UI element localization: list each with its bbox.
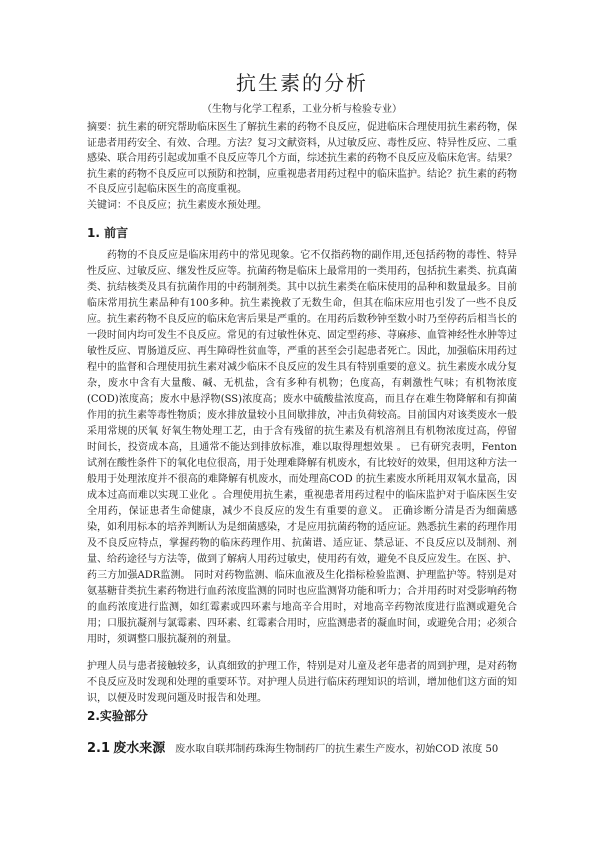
subsection-text: 废水取自联邦制药珠海生物制药厂的抗生素生产废水，初始COD 浓度 50	[175, 744, 499, 755]
paper-title: 抗生素的分析	[236, 71, 368, 95]
author-affiliation: （生物与化学工程系，工业分析与检验专业）	[202, 104, 402, 115]
abstract: 摘要：抗生素的研究帮助临床医生了解抗生素的药物不良反应，促进临床合理使用抗生素药物，保证患者用药安全、有效、合理。方法？复习文献资料，从过敏反应、毒性反应、特异性反应、二重感染、联合用药引起或加重不良反应等几个方面，综述抗生素的药物不良反应及临床危害。结果？抗生素的药物不良反应可以预防和控制，应重视患者用药过程中的临床监护。结论？抗生素的药物不良反应引起临床医生的高度重视。	[87, 122, 517, 196]
introduction-paragraph: 药物的不良反应是临床用药中的常见现象。它不仅指药物的副作用,还包括药物的毒性、特异性反应、过敏反应、继发性反应等。抗菌药物是临床上最常用的一类用药，包括抗生素类、抗真菌类、抗结核类及具有抗菌作用的中药制剂类。其中以抗生素类在临床使用的品种和数量最多。目前临床常用抗生素品种有100多种。抗生素挽救了无数生命，但其在临床应用也引发了一些不良反应。抗生素药物不良反应的临床危害后果是严重的。在用药后数秒钟至数小时乃至停药后相当长的一段时间内均可发生不良反应。常见的有过敏性休克、固定型药疹、荨麻疹、血管神经性水肿等过敏性反应、胃肠道反应、再生障碍性贫血等，严重的甚至会引起患者死亡。因此，加强临床用药过程中的监督和合理使用抗生素对减少临床不良反应的发生具有特别重要的意义。抗生素废水成分复杂，废水中含有大量酸、碱、无机盐，含有多种有机物；色度高，有刺激性气味；有机物浓度(COD)浓度高；废水中悬浮物(SS)浓度高；废水中硫酸盐浓度高，而且存在难生物降解和有抑菌作用的抗生素等毒性物质；废水排放量较小且间歇排放，冲击负荷较高。目前国内对该类废水一般采用常规的厌氧 好氧生物处理工艺，由于含有残留的抗生素及有机溶剂且有机物浓度过高，停留时间长，投资成本高，且通常不能达到排放标准，难以取得理想效果 。 已有研究表明，Fenton试剂在酸性条件下的氧化电位很高，用于处理难降解有机废水，有比较好的效果，但用这种方法一般用于处理浓度并不很高的难降解有机废水，而处理高COD 的抗生素废水所耗用双氧水量高，因成本过高而难以实现工业化 。合理使用抗生素，重视患者用药过程中的临床监护对于临床医生安全用药，保证患者生命健康，减少不良反应的发生有重要的意义。 正确诊断分清是否为细菌感染，如利用标本的培养判断认为是细菌感染，才是应用抗菌药物的适应证。熟悉抗生素的药理作用及不良反应特点，掌握药物的临床药理作用、抗菌谱、适应证、禁忌证、不良反应以及制剂、剂量、给药途径与方法等，做到了解病人用药过敏史，使用药有效，避免不良反应发生。在医、护、药三方加强ADR监测。 同时对药物监测、临床血液及生化指标检验监测、护理监护等。特别是对氨基糖苷类抗生素药物进行血药浓度监测的同时也应监测肾功能和听力；合并用药时对受影响药物的血药浓度进行监测，如红霉素或四环素与地高辛合用时，对地高辛药物浓度进行监测或避免合用；口服抗凝剂与氯霉素、四环素、红霉素合用时，应监测患者的凝血时间，或避免合用；必须合用时，须调整口服抗凝剂的剂量。	[87, 250, 517, 645]
keywords: 关键词：不良反应；抗生素废水预处理。	[87, 200, 267, 211]
section-heading-introduction: 1. 前言	[87, 226, 129, 240]
subsection-wastewater-source	[87, 740, 527, 759]
subsection-number: 2.1	[87, 741, 111, 756]
subsection-title: 废水来源	[113, 741, 166, 756]
nursing-paragraph: 护理人员与患者接触较多，认真细致的护理工作，特别是对儿童及老年患者的周到护理，是对药物不良反应及时发现和处理的重要环节。对护理人员进行临床药理知识的培训，增加他们这方面的知识，以便及时发现问题及时报告和处理。	[87, 661, 517, 704]
section-heading-experiment: 2.实验部分	[87, 709, 148, 723]
